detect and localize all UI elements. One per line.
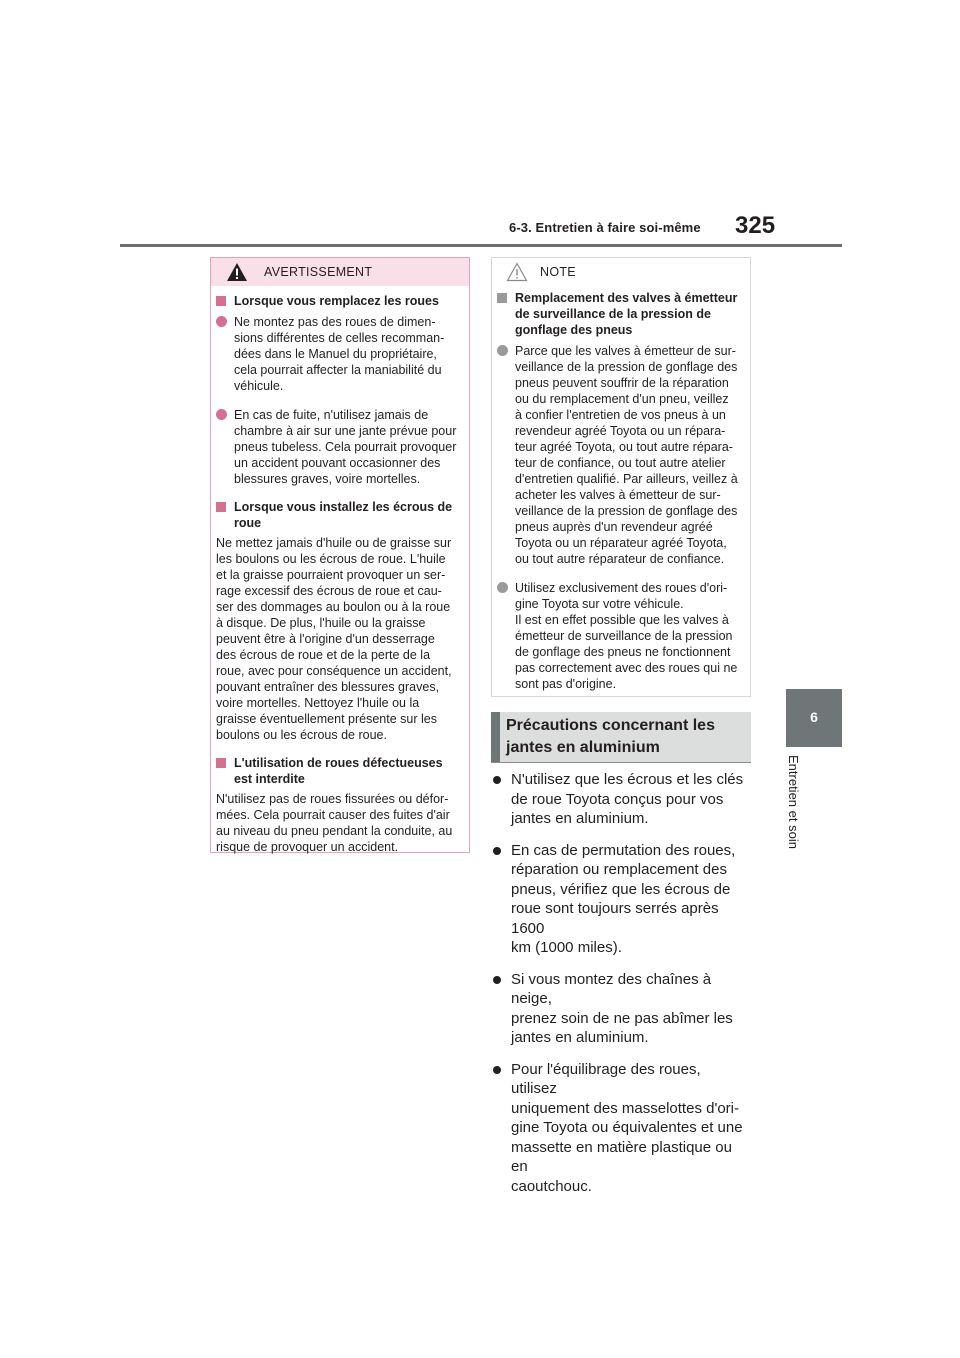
warning-triangle-icon xyxy=(226,262,248,282)
square-bullet-icon xyxy=(216,296,226,306)
section-heading-accent xyxy=(491,712,500,762)
caution-triangle-icon xyxy=(506,262,528,282)
chapter-number: 6 xyxy=(810,709,818,725)
list-item xyxy=(491,841,749,958)
square-bullet-icon xyxy=(216,758,226,768)
warning-title: AVERTISSEMENT xyxy=(264,265,373,279)
warning-bullet xyxy=(216,407,460,487)
bullet-dot-icon xyxy=(216,316,227,327)
warning-bullet xyxy=(216,314,460,394)
bullet-dot-icon xyxy=(493,1066,501,1074)
note-title: NOTE xyxy=(540,265,576,279)
bullet-text: Parce que les valves à émetteur de sur- veillance de la pression de gonflage des pneus peuvent souffrir de la réparation ou du remplacement d'un pneu, veillez à confier l'entretien de vos pneus à un revendeur agréé Toyota ou un répara- teur agréé Toyota, ou tout autre répara- teur de confiance, ou tout autre atelier d'entretien qualifié. Par ailleurs, veillez à acheter les valves à émetteur de sur- veillance de la pression de gonflage des pneus auprès d'un revendeur agréé Toyota ou un réparateur agréé Toyota, ou tout autre réparateur de confiance. xyxy=(515,344,738,566)
warning-section-heading xyxy=(216,755,460,787)
heading-text: Lorsque vous installez les écrous de roue xyxy=(234,500,453,530)
bullet-text: En cas de fuite, n'utilisez jamais de chambre à air sur une jante prévue pour pneus tubeless. Cela pourrait provoquer un accident pouvant occasionner des blessures graves, voire mortelles. xyxy=(234,408,457,486)
header-divider xyxy=(120,244,842,247)
bullet-text: Utilisez exclusivement des roues d'ori- gine Toyota sur votre véhicule. Il est en effet possible que les valves à émetteur de surveillance de la pression de gonflage des pneus ne fonctionnent pas correctement avec des roues qui ne sont pas d'origine. xyxy=(515,581,738,691)
note-section-heading xyxy=(497,290,741,338)
bullet-dot-icon xyxy=(493,847,501,855)
square-bullet-icon xyxy=(216,502,226,512)
warning-section-heading xyxy=(216,293,460,309)
section-heading: Précautions concernant les jantes en aluminium xyxy=(506,717,715,756)
warning-paragraph: Ne mettez jamais d'huile ou de graisse sur les boulons ou les écrous de roue. L'huile et la graisse pourraient provoquer un ser- rage excessif des écrous de roue et cau- ser des dommages au boulon ou à la roue à disque. De plus, l'huile ou la graisse peuvent être à l'origine d'un desserrage des écrous de roue et de la perte de la roue, avec pour conséquence un accident, pouvant entraîner des blessures graves, voire mortelles. Nettoyez l'huile ou la graisse éventuellement présente sur les boulons ou les écrous de roue. xyxy=(216,536,452,742)
warning-section-heading xyxy=(216,499,460,531)
list-item-text: En cas de permutation des roues, réparation ou remplacement des pneus, vérifiez que les écrous de roue sont toujours serrés après 1600 km (1000 miles). xyxy=(511,841,736,956)
chapter-label xyxy=(786,755,806,867)
bullet-dot-icon xyxy=(216,409,227,420)
warning-paragraph: N'utilisez pas de roues fissurées ou défor- mées. Cela pourrait causer des fuites d'air au niveau du pneu pendant la conduite, au risque de provoquer un accident. xyxy=(216,792,453,854)
bullet-dot-icon xyxy=(497,582,508,593)
page-number: 325 xyxy=(735,212,776,239)
heading-text: Lorsque vous remplacez les roues xyxy=(234,294,439,308)
bullet-dot-icon xyxy=(493,976,501,984)
bullet-dot-icon xyxy=(497,345,508,356)
note-bullet xyxy=(497,343,741,567)
heading-text: Remplacement des valves à émetteur de surveillance de la pression de gonflage des pneus xyxy=(515,291,738,337)
note-content xyxy=(497,290,741,692)
chapter-label-text: Entretien et soin xyxy=(786,755,801,849)
list-item-text: Pour l'équilibrage des roues, utilisez uniquement des masselottes d'ori- gine Toyota ou équivalentes et une massette en matière plastique ou en caoutchouc. xyxy=(511,1060,743,1195)
bullet-dot-icon xyxy=(493,776,501,784)
note-bullet xyxy=(497,580,741,692)
heading-text: L'utilisation de roues défectueuses est interdite xyxy=(234,756,443,786)
square-bullet-icon xyxy=(497,293,507,303)
list-item-text: N'utilisez que les écrous et les clés de roue Toyota conçus pour vos jantes en aluminium. xyxy=(511,771,744,827)
list-item-text: Si vous montez des chaînes à neige, prenez soin de ne pas abîmer les jantes en aluminium. xyxy=(511,970,733,1046)
section-title: 6-3. Entretien à faire soi-même xyxy=(509,220,701,235)
list-item xyxy=(491,970,749,1048)
section-heading-rule xyxy=(491,762,751,763)
list-item xyxy=(491,770,749,829)
list-item xyxy=(491,1060,749,1197)
warning-content xyxy=(216,293,460,855)
bullet-text: Ne montez pas des roues de dimen- sions différentes de celles recomman- dées dans le Manuel du propriétaire, cela pourrait affecter la maniabilité du véhicule. xyxy=(234,315,445,393)
main-bullet-list xyxy=(491,770,749,1208)
